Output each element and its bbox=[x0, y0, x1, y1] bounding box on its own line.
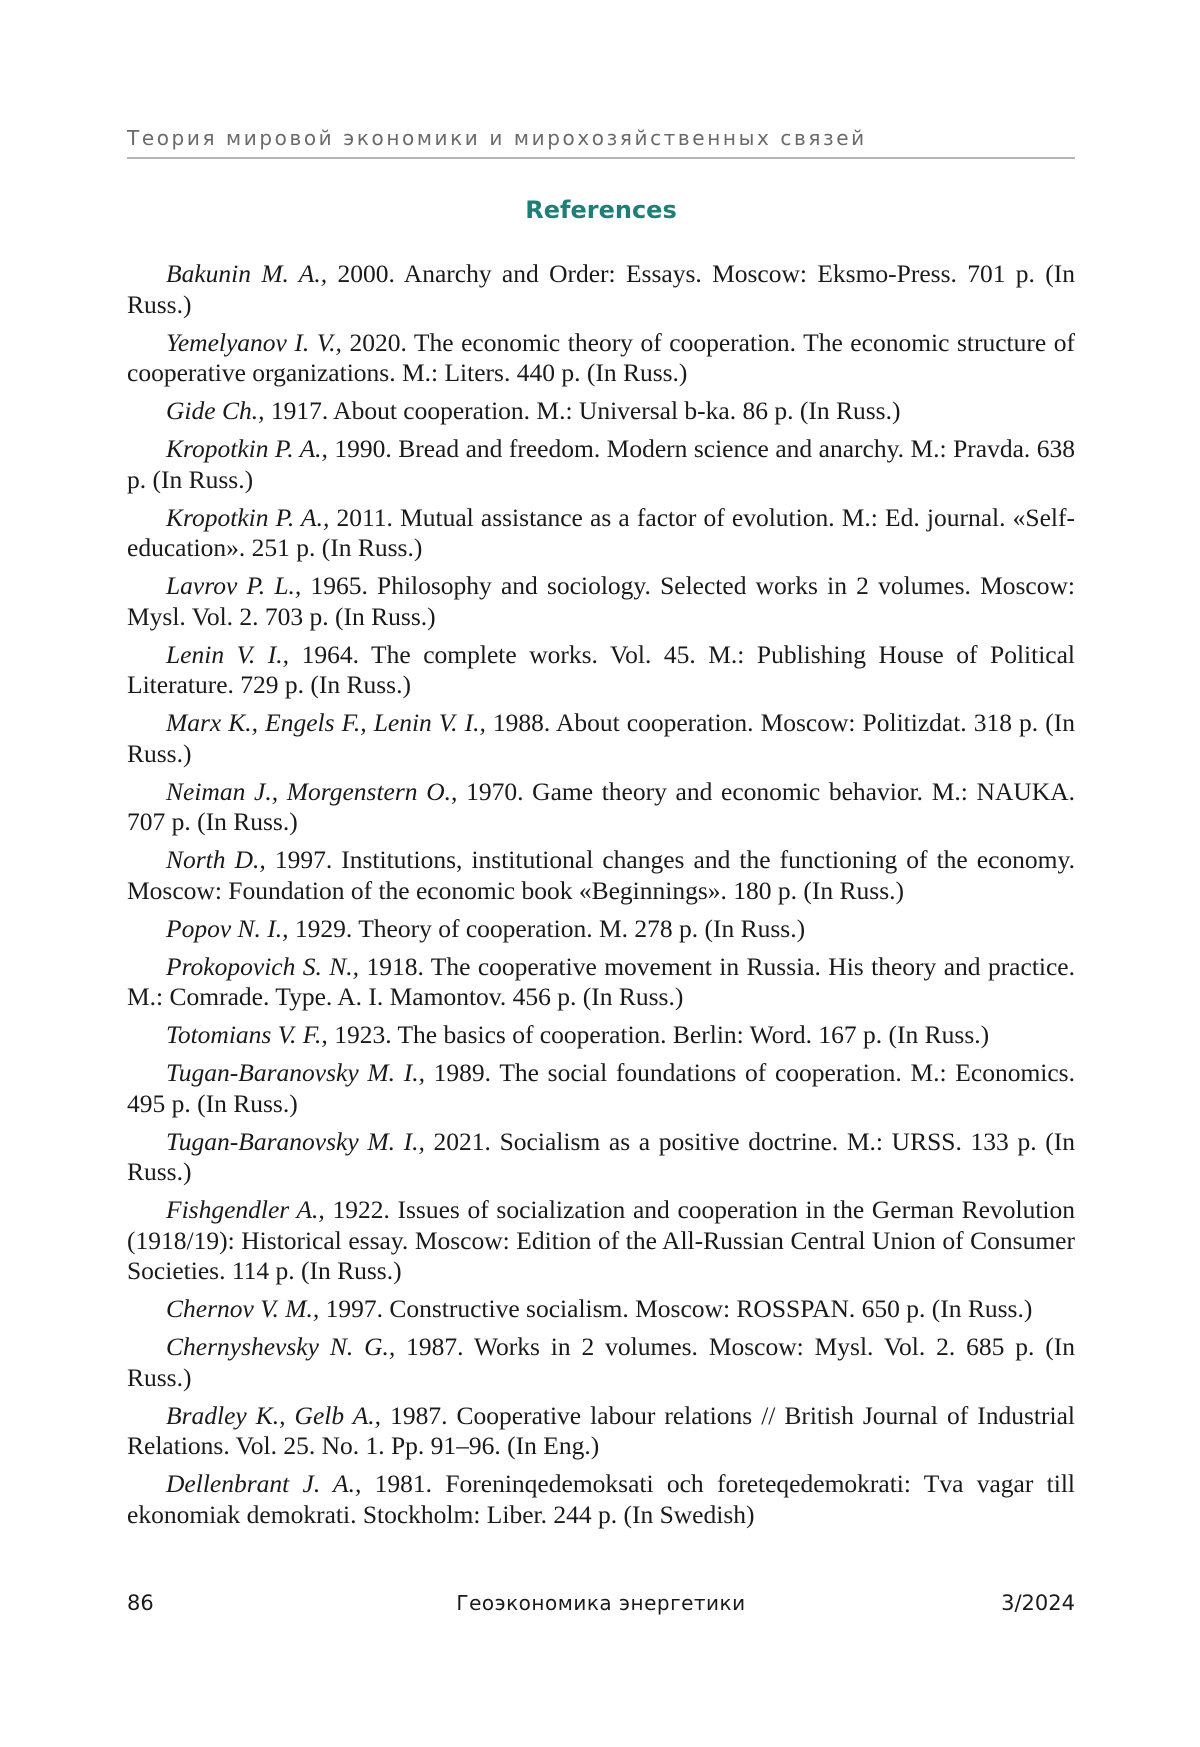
reference-authors: Lavrov P. L., bbox=[166, 571, 302, 600]
reference-details: 1990. Bread and freedom. Modern science and anarchy. M.: Pravda. 638 p. (In Russ.) bbox=[127, 434, 1075, 494]
reference-item bbox=[127, 1195, 1075, 1287]
reference-details: 1923. The basics of cooperation. Berlin: Word. 167 p. (In Russ.) bbox=[327, 1020, 990, 1049]
reference-item bbox=[127, 914, 1075, 945]
reference-details: 1922. Issues of socialization and cooperation in the German Revolution (1918/19): Historical essay. Moscow: Edition of the All-Russian Central Union of Consumer Societies. 114 p. (In Russ.) bbox=[127, 1195, 1075, 1285]
reference-details: 1987. Cooperative labour relations // British Journal of Industrial Relations. Vol. 25. No. 1. Pp. 91–96. (In Eng.) bbox=[127, 1400, 1075, 1460]
journal-name: Геоэкономика энергетики bbox=[456, 1591, 746, 1615]
reference-item bbox=[127, 396, 1075, 427]
reference-authors: Yemelyanov I. V., bbox=[166, 327, 342, 357]
reference-item bbox=[127, 434, 1075, 495]
reference-authors: Gide Ch., bbox=[166, 396, 265, 425]
reference-item bbox=[127, 845, 1075, 906]
reference-details: 2011. Mutual assistance as a factor of evolution. M.: Ed. journal. «Self-education». 251 p. (In Russ.) bbox=[127, 502, 1075, 562]
reference-authors: Tugan-Baranovsky M. I., bbox=[166, 1126, 425, 1156]
reference-authors: Marx K., Engels F., Lenin V. I., bbox=[166, 708, 486, 737]
reference-authors: Fishgendler A., bbox=[166, 1195, 325, 1224]
reference-details: 1917. About cooperation. M.: Universal b-ka. 86 p. (In Russ.) bbox=[264, 396, 901, 425]
reference-item bbox=[127, 952, 1075, 1013]
reference-authors: Neiman J., Morgenstern O., bbox=[166, 776, 458, 806]
reference-item bbox=[127, 259, 1075, 320]
running-header-title: Теория мировой экономики и мирохозяйственных связей bbox=[127, 126, 867, 150]
reference-authors: Chernyshevsky N. G., bbox=[166, 1332, 396, 1361]
reference-details: 1964. The complete works. Vol. 45. M.: Publishing House of Political Literature. 729 p. (In Russ.) bbox=[127, 639, 1076, 699]
reference-authors: Tugan-Baranovsky M. I., bbox=[166, 1058, 425, 1087]
reference-item bbox=[127, 1401, 1075, 1462]
page-footer bbox=[127, 1591, 1075, 1621]
reference-item bbox=[127, 503, 1075, 564]
reference-item bbox=[127, 1332, 1075, 1393]
reference-item bbox=[127, 1020, 1075, 1051]
reference-item bbox=[127, 1294, 1075, 1325]
reference-details: 1989. The social foundations of cooperation. M.: Economics. 495 p. (In Russ.) bbox=[127, 1058, 1075, 1118]
reference-authors: Bradley K., Gelb A., bbox=[166, 1400, 382, 1430]
reference-item bbox=[127, 777, 1075, 838]
reference-item bbox=[127, 328, 1075, 389]
reference-item bbox=[127, 708, 1075, 769]
reference-authors: Kropotkin P. A., bbox=[166, 434, 328, 463]
reference-authors: Chernov V. M., bbox=[166, 1294, 320, 1323]
reference-details: 2020. The economic theory of cooperation. The economic structure of cooperative organizations. M.: Liters. 440 p. (In Russ.) bbox=[127, 327, 1075, 387]
reference-authors: North D., bbox=[166, 845, 266, 874]
reference-details: 1997. Constructive socialism. Moscow: ROSSPAN. 650 p. (In Russ.) bbox=[319, 1294, 1033, 1323]
reference-authors: Dellenbrant J. A., bbox=[166, 1469, 362, 1498]
reference-authors: Popov N. I., bbox=[166, 913, 289, 943]
reference-details: 1965. Philosophy and sociology. Selected works in 2 volumes. Moscow: Mysl. Vol. 2. 703 p. (In Russ.) bbox=[127, 571, 1075, 631]
reference-authors: Prokopovich S. N., bbox=[166, 951, 360, 981]
reference-details: 1918. The cooperative movement in Russia. His theory and practice. M.: Comrade. Type. A. I. Mamontov. 456 p. (In Russ.) bbox=[127, 951, 1075, 1011]
reference-details: 2021. Socialism as a positive doctrine. M.: URSS. 133 p. (In Russ.) bbox=[127, 1126, 1075, 1186]
header-divider bbox=[127, 157, 1075, 159]
reference-details: 1970. Game theory and economic behavior. M.: NAUKA. 707 p. (In Russ.) bbox=[127, 776, 1075, 836]
reference-details: 1929. Theory of cooperation. M. 278 p. (In Russ.) bbox=[288, 913, 806, 943]
reference-list bbox=[127, 259, 1075, 1538]
page-number: 86 bbox=[127, 1591, 154, 1615]
references-heading: References bbox=[525, 196, 677, 224]
reference-authors: Bakunin M. A., bbox=[166, 259, 328, 288]
reference-details: 1987. Works in 2 volumes. Moscow: Mysl. Vol. 2. 685 p. (In Russ.) bbox=[127, 1332, 1075, 1392]
reference-details: 1981. Foreninqedemoksati och foreteqedemokrati: Tva vagar till ekonomiak demokrati. Stockholm: Liber. 244 p. (In Swedish) bbox=[127, 1469, 1075, 1529]
reference-item bbox=[127, 640, 1075, 701]
reference-item bbox=[127, 1469, 1075, 1530]
reference-authors: Kropotkin P. A., bbox=[166, 502, 330, 532]
reference-details: 1997. Institutions, institutional changes and the functioning of the economy. Moscow: Foundation of the economic book «Beginnings». 180 p. (In Russ.) bbox=[127, 845, 1075, 905]
reference-authors: Totomians V. F., bbox=[166, 1020, 328, 1049]
issue-number: 3/2024 bbox=[1001, 1591, 1075, 1615]
reference-details: 1988. About cooperation. Moscow: Politizdat. 318 p. (In Russ.) bbox=[127, 708, 1075, 768]
reference-item bbox=[127, 571, 1075, 632]
reference-item bbox=[127, 1058, 1075, 1119]
reference-authors: Lenin V. I., bbox=[166, 639, 290, 669]
reference-details: 2000. Anarchy and Order: Essays. Moscow: Eksmo-Press. 701 p. (In Russ.) bbox=[127, 259, 1075, 319]
reference-item bbox=[127, 1127, 1075, 1188]
